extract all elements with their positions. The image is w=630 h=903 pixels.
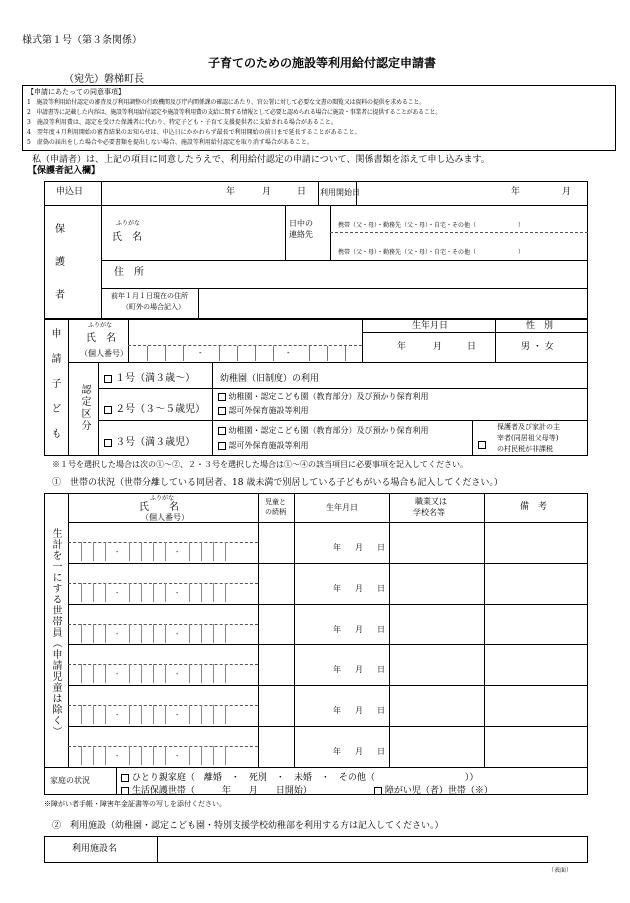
year-label: 年 bbox=[226, 187, 236, 197]
household-row[interactable]: - - bbox=[69, 523, 257, 562]
note-1: ※１号を選択した場合は次の①～②、２・３号を選択した場合は①～④の該当項目に必要事項を記入してください。 bbox=[52, 460, 468, 469]
household-row-birthdate[interactable]: 年 月 日 bbox=[333, 625, 385, 634]
checkbox[interactable] bbox=[218, 427, 226, 435]
address-label: 住 所 bbox=[114, 267, 144, 278]
household-row-occupation[interactable] bbox=[390, 686, 483, 725]
category-1-option[interactable]: １号（満３歳～） bbox=[104, 369, 195, 384]
household-row-remarks[interactable] bbox=[485, 727, 587, 766]
child-side-label: 申請子ども bbox=[49, 328, 60, 453]
document-title: 子育てのための施設等利用給付認定申請書 bbox=[208, 56, 437, 70]
guardian-side-1: 保 bbox=[55, 224, 65, 235]
household-row-remarks[interactable] bbox=[485, 605, 587, 644]
checkbox[interactable] bbox=[218, 442, 226, 450]
category-2-checkbox[interactable] bbox=[104, 406, 112, 414]
single-parent-option[interactable]: ひとり親家庭（ 離婚 ・ 死別 ・ 未婚 ・ その他（ ）） bbox=[121, 770, 478, 783]
year-label: 年 bbox=[397, 342, 407, 352]
household-personal-no-header: （個人番号） bbox=[141, 513, 189, 522]
category-2-option[interactable]: ２号（３～５歳児） bbox=[104, 400, 205, 415]
household-row-relation[interactable] bbox=[259, 645, 293, 684]
household-row-remarks[interactable] bbox=[485, 645, 587, 684]
month-label: 月 bbox=[433, 342, 443, 352]
household-row-relation[interactable] bbox=[259, 686, 293, 725]
child-personal-number-input[interactable]: - - bbox=[129, 346, 361, 361]
household-row[interactable]: - - bbox=[69, 645, 257, 684]
household-name-header: 氏 名 bbox=[139, 502, 179, 513]
child-birthdate-field[interactable] bbox=[363, 333, 494, 361]
child-gender-options[interactable]: 男 ・ 女 bbox=[521, 342, 554, 352]
month-label: 月 bbox=[562, 187, 572, 197]
month-label: 月 bbox=[262, 187, 272, 197]
household-row-relation[interactable] bbox=[259, 605, 293, 644]
child-gender-label: 性 別 bbox=[526, 321, 554, 331]
household-row-remarks[interactable] bbox=[485, 523, 587, 562]
household-row-birthdate[interactable]: 年 月 日 bbox=[333, 543, 385, 552]
consent-item-3: 3 施設等利用費は、認定を受けた保護者に代わり、特定子ども・子育て支援提供者に支給される場合があること。 bbox=[27, 119, 337, 126]
family-status-label: 家庭の状況 bbox=[50, 776, 90, 785]
category-3-detail-1[interactable]: 幼稚園・認定こども園（教育部分）及び預かり保育利用 bbox=[218, 425, 429, 436]
tax-exempt-checkbox[interactable] bbox=[478, 434, 486, 453]
address-input[interactable] bbox=[150, 261, 587, 287]
tax-exempt-note-1: 保護者及び家計の主 bbox=[497, 423, 560, 431]
guardian-section-label: 【保護者記入欄】 bbox=[28, 166, 101, 176]
category-2-detail-2[interactable]: 認可外保育施設等利用 bbox=[218, 405, 309, 416]
category-1-detail: 幼稚園（旧制度）の利用 bbox=[220, 374, 320, 384]
tax-exempt-note-3: の村民税が非課税 bbox=[497, 445, 553, 453]
checkbox[interactable] bbox=[218, 393, 226, 401]
prev-address-input[interactable] bbox=[199, 289, 587, 318]
addressee: （宛先）磐梯町長 bbox=[64, 74, 144, 85]
declaration: 私（申請者）は、上記の項目に同意したうえで、利用給付認定の申請について、関係書類を添えて申し込みます。 bbox=[32, 155, 490, 165]
daytime-contact-label-2: 連絡先 bbox=[289, 230, 313, 239]
household-row-occupation[interactable] bbox=[390, 523, 483, 562]
prev-address-label-1: 前年１月１日現在の住所 bbox=[111, 292, 188, 300]
consent-item-5: 5 虚偽の届出をした場合や必要書類を提出しない場合、施設等利用給付認定を取り消す場合があること。 bbox=[27, 139, 313, 146]
contact-option-line-2[interactable]: 携帯（父・母）・勤務先（父・母）・自宅・その他（ ） bbox=[338, 249, 525, 256]
household-row[interactable]: - - bbox=[69, 727, 257, 766]
tax-exempt-note-2: 宰者(同居祖父母等) bbox=[497, 434, 559, 442]
household-row-remarks[interactable] bbox=[485, 564, 587, 603]
prev-address-label-2: （町外の場合記入） bbox=[122, 303, 185, 311]
facility-heading: ② 利用施設（幼稚園・認定こども園・特別支援学校幼稚部を利用する方は記入してください。） bbox=[52, 821, 444, 831]
contact-option-line-1[interactable]: 携帯（父・母）・勤務先（父・母）・自宅・その他（ ） bbox=[338, 222, 525, 229]
child-personal-no-label: （個人番号） bbox=[80, 349, 128, 358]
household-row-relation[interactable] bbox=[259, 564, 293, 603]
category-1-checkbox[interactable] bbox=[104, 375, 112, 383]
guardian-side-2: 護 bbox=[55, 257, 65, 268]
disability-checkbox[interactable] bbox=[374, 787, 382, 795]
child-name-label: 氏 名 bbox=[86, 333, 116, 344]
household-row-occupation[interactable] bbox=[390, 645, 483, 684]
consent-box bbox=[22, 85, 616, 151]
category-3-checkbox[interactable] bbox=[104, 439, 112, 447]
consent-item-2: 2 申請書等に記載した内容は、施設等利用給付認定や施設等利用費の支給に関する情報として必要と認められる場合に施設・事業者に提供することがあること。 bbox=[27, 109, 441, 116]
category-3-detail-2[interactable]: 認可外保育施設等利用 bbox=[218, 440, 309, 451]
application-date-label: 申込日 bbox=[56, 187, 84, 197]
child-furigana-label: ふりがな bbox=[88, 322, 113, 329]
household-row-occupation[interactable] bbox=[390, 564, 483, 603]
household-birth-header: 生年月日 bbox=[326, 503, 358, 512]
checkbox[interactable] bbox=[218, 407, 226, 415]
consent-heading: 【申請にあたっての同意事項】 bbox=[27, 88, 125, 96]
guardian-name-input[interactable] bbox=[150, 206, 284, 259]
category-label: 認定区分 bbox=[79, 384, 90, 432]
household-occupation-header-2: 学校名等 bbox=[413, 508, 445, 517]
single-parent-checkbox[interactable] bbox=[121, 774, 129, 782]
note-2: ※障がい者手帳・障害年金証書等の写しを添付ください。 bbox=[44, 800, 226, 808]
household-row-birthdate[interactable]: 年 月 日 bbox=[333, 747, 385, 756]
household-row-birthdate[interactable]: 年 月 日 bbox=[333, 706, 385, 715]
guardian-side-3: 者 bbox=[55, 290, 65, 301]
household-row-relation[interactable] bbox=[259, 727, 293, 766]
category-2-detail-1[interactable]: 幼稚園・認定こども園（教育部分）及び預かり保育利用 bbox=[218, 391, 429, 402]
page-side-label: （表面） bbox=[548, 867, 573, 874]
household-row-relation[interactable] bbox=[259, 523, 293, 562]
daytime-contact-label-1: 日中の bbox=[289, 219, 313, 228]
household-row[interactable]: - - bbox=[69, 686, 257, 725]
disability-option[interactable]: 障がい児（者）世帯（※） bbox=[374, 783, 493, 796]
household-heading: ① 世帯の状況（世帯分離している同居者、18 歳未満で別居している子どもがいる場合も記入してください。） bbox=[52, 478, 503, 488]
household-remarks-header: 備 考 bbox=[520, 502, 548, 512]
household-relation-header-2: の続柄 bbox=[265, 508, 286, 516]
form-number: 様式第１号（第３条関係） bbox=[22, 35, 142, 46]
household-row-occupation[interactable] bbox=[390, 727, 483, 766]
household-row-remarks[interactable] bbox=[485, 686, 587, 725]
welfare-checkbox[interactable] bbox=[121, 787, 129, 795]
consent-item-4: 4 翌年度４月利用開始の審査結果のお知らせは、申込日にかかわらず最長で利用開始の前日まで延長することがあること。 bbox=[27, 129, 361, 136]
start-date-label: 利用開始日 bbox=[320, 188, 360, 197]
household-row-birthdate[interactable]: 年 月 日 bbox=[333, 584, 385, 593]
welfare-option[interactable]: 生活保護世帯（ 年 月 日開始） bbox=[121, 783, 312, 796]
household-relation-header-1: 児童と bbox=[265, 498, 286, 506]
guardian-name-label: 氏 名 bbox=[112, 232, 142, 243]
year-label: 年 bbox=[511, 187, 521, 197]
household-row-occupation[interactable] bbox=[390, 605, 483, 644]
facility-name-input[interactable] bbox=[158, 837, 587, 862]
application-date-field[interactable] bbox=[102, 182, 317, 204]
household-occupation-header-1: 職業又は bbox=[415, 497, 447, 506]
day-label: 日 bbox=[297, 187, 307, 197]
start-date-field[interactable] bbox=[357, 182, 587, 204]
child-birthdate-label: 生年月日 bbox=[412, 321, 449, 331]
day-label: 日 bbox=[467, 342, 477, 352]
guardian-furigana-label: ふりがな bbox=[116, 220, 141, 227]
household-row[interactable]: - - bbox=[69, 605, 257, 644]
household-furigana-header: ふりがな bbox=[150, 495, 175, 502]
facility-name-label: 利用施設名 bbox=[72, 844, 118, 854]
consent-item-1: 1 施設等利用給付認定の審査及び利用調整の行政機関及び庁内関係課の確認にあたり、官公署に対して必要な文書の閲覧又は資料の提供を求めること。 bbox=[27, 99, 426, 106]
household-side-label: 生計を一にする世帯員（申請児童は除く） bbox=[50, 528, 61, 737]
category-3-option[interactable]: ３号（満３歳児） bbox=[104, 433, 195, 448]
household-row[interactable]: - - bbox=[69, 564, 257, 603]
household-row-birthdate[interactable]: 年 月 日 bbox=[333, 665, 385, 674]
